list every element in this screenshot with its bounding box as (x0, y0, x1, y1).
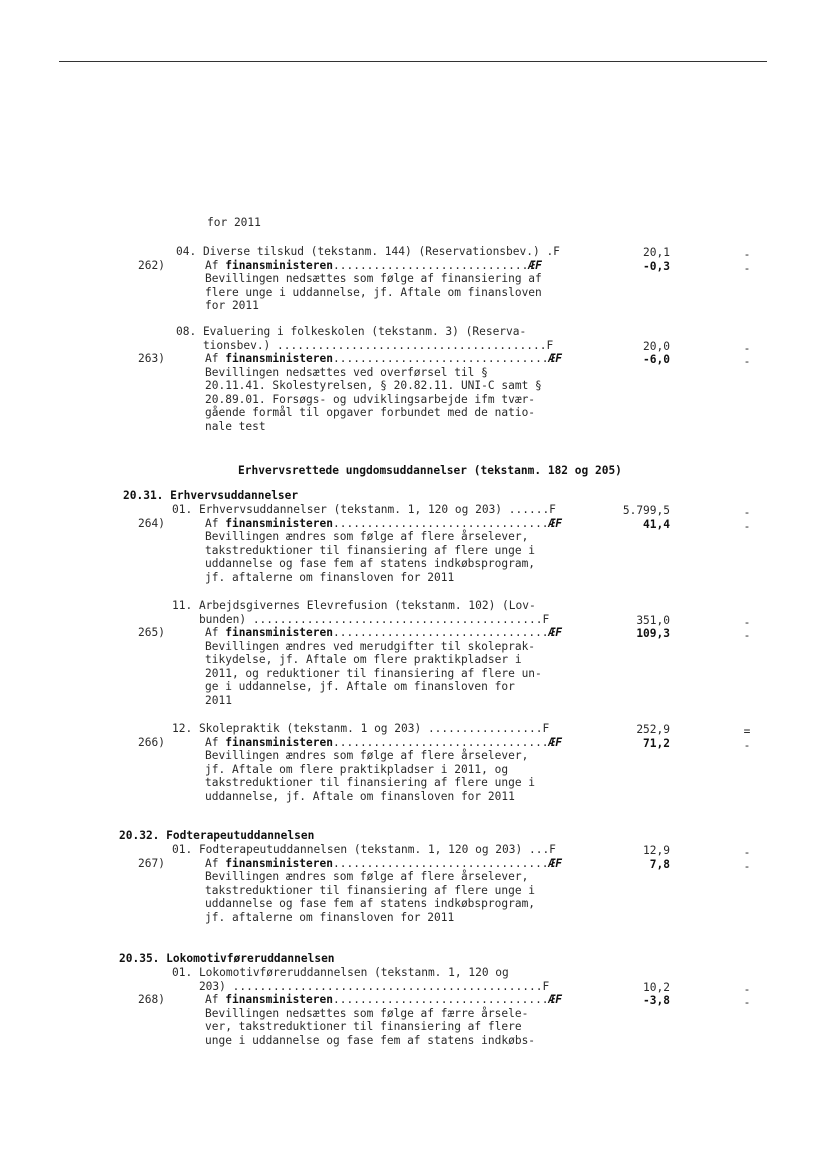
item-08-dash-1: - (743, 341, 751, 355)
af-dots: ................................ (333, 516, 549, 530)
entry-2032-0-explanation-line: jf. aftalerne om finansloven for 2011 (205, 910, 455, 924)
entry-2031-0-explanation-line: jf. aftalerne om finansloven for 2011 (205, 570, 455, 584)
group-heading-2035 (119, 952, 335, 966)
item-08-af-line (205, 352, 562, 366)
entry-2035-0-explanation-line: ver, takstreduktioner til finansiering af flere (205, 1020, 522, 1033)
group-heading-2032 (119, 829, 314, 843)
item-08-dash-2: - (743, 355, 751, 368)
entry-2035-0-note-number: 268) (138, 993, 165, 1006)
item-08-value-total: 20,0 (643, 339, 670, 353)
entry-2035-0-af-line (205, 993, 562, 1007)
item-08-title-line: 08. Evaluering i folkeskolen (tekstanm. 3) (Reserva- (176, 325, 527, 338)
entry-2032-0-value-change: 7,8 (649, 857, 670, 871)
entry-2032-0-note-number: 267) (138, 856, 165, 870)
af-ministry: finansministeren (225, 516, 333, 530)
item-04-note-number: 262) (138, 258, 165, 272)
entry-2032-0-value-total: 12,9 (643, 844, 670, 857)
af-code: ÆF (548, 856, 563, 870)
item-04-explanation-line: flere unge i uddannelse, jf. Aftale om finansloven (205, 285, 542, 299)
af-code: ÆF (548, 516, 563, 530)
item-08-explanation-line: 20.11.41. Skolestyrelsen, § 20.82.11. UNI-C samt § (205, 379, 542, 392)
entry-2035-0-title-line: 203) ..............................................F (172, 979, 550, 993)
entry-2035-0-value-change: -3,8 (643, 994, 670, 1007)
entry-2032-0-title-line: 01. Fodterapeutuddannelsen (tekstanm. 1, 120 og 203) ...F (172, 843, 556, 856)
section-heading: Erhvervsrettede ungdomsuddannelser (tekstanm. 182 og 205) (238, 464, 622, 477)
entry-2031-2-value-total: 252,9 (636, 723, 670, 736)
entry-2035-0-value-total: 10,2 (643, 980, 670, 994)
af-dots: ............................. (333, 258, 529, 272)
entry-2031-0-value-total: 5.799,5 (622, 504, 670, 517)
af-dots: ................................ (333, 626, 549, 639)
entry-2035-0-dash-2: - (743, 996, 751, 1009)
af-ministry: finansministeren (225, 735, 333, 749)
entry-2031-1-dash-2: - (743, 629, 751, 642)
group-title: Lokomotivføreruddannelsen (166, 952, 335, 965)
entry-2031-1-title-line: bunden) ...........................................F (172, 612, 550, 626)
entry-2031-0-dash-1: - (743, 506, 751, 519)
entry-2031-1-value-change: 109,3 (636, 627, 670, 640)
af-code: ÆF (548, 993, 563, 1006)
af-prefix: Af (205, 352, 226, 365)
item-08-explanation-line: gående formål til opgaver forbundet med de natio- (205, 406, 536, 419)
group-title: Erhvervsuddannelser (170, 489, 299, 502)
af-ministry: finansministeren (225, 626, 333, 639)
item-04-dash-1: - (743, 248, 751, 261)
af-prefix: Af (205, 735, 226, 749)
item-08-title-line: tionsbev.) ........................................F (176, 338, 554, 352)
item-08-explanation-line: 20.89.01. Forsøgs- og udviklingsarbejde ifm tvær- (205, 392, 536, 406)
entry-2032-0-explanation-line: takstreduktioner til finansiering af flere unge i (205, 883, 536, 897)
item-04-value-total: 20,1 (643, 246, 670, 259)
af-ministry: finansministeren (225, 258, 333, 272)
entry-2031-2-note-number: 266) (138, 735, 165, 749)
item-08-note-number: 263) (138, 352, 165, 365)
entry-2031-1-explanation-line: ge i uddannelse, jf. Aftale om finansloven for (205, 680, 515, 693)
entry-2031-2-af-line (205, 736, 562, 750)
entry-2031-0-explanation-line: takstreduktioner til finansiering af flere unge i (205, 543, 536, 557)
item-04-explanation-line: Bevillingen nedsættes som følge af finansiering af (205, 272, 542, 285)
entry-2031-1-note-number: 265) (138, 626, 165, 639)
group-code: 20.32. (119, 829, 167, 842)
entry-2032-0-dash-2: - (743, 859, 751, 873)
entry-2031-1-explanation-line: Bevillingen ændres ved merudgifter til skoleprak- (205, 639, 536, 653)
af-ministry: finansministeren (225, 993, 333, 1006)
group-title: Fodterapeutuddannelsen (166, 829, 315, 842)
item-04-title-line: 04. Diverse tilskud (tekstanm. 144) (Reservationsbev.) .F (176, 245, 560, 258)
entry-2031-2-value-change: 71,2 (643, 736, 670, 750)
entry-2031-1-dash-1: - (743, 615, 751, 629)
item-04-explanation-line: for 2011 (205, 299, 259, 312)
entry-2031-0-value-change: 41,4 (643, 517, 670, 531)
entry-2032-0-explanation-line: uddannelse og fase fem af statens indkøbsprogram, (205, 897, 536, 910)
entry-2031-1-title-line: 11. Arbejdsgivernes Elevrefusion (tekstanm. 102) (Lov- (172, 599, 536, 612)
entry-2031-0-title-line: 01. Erhvervsuddannelser (tekstanm. 1, 120 og 203) ......F (172, 503, 556, 516)
entry-2035-0-explanation-line: Bevillingen nedsættes som følge af færre årsele- (205, 1006, 529, 1020)
entry-2031-1-explanation-line: 2011 (205, 693, 232, 707)
item-08-explanation-line: nale test (205, 419, 266, 433)
entry-2031-2-dash-2: - (743, 738, 751, 752)
entry-2031-2-explanation-line: uddannelse, jf. Aftale om finansloven for 2011 (205, 789, 515, 803)
entry-2032-0-explanation-line: Bevillingen ændres som følge af flere årselever, (205, 870, 529, 883)
entry-2031-2-title-line: 12. Skolepraktik (tekstanm. 1 og 203) .................F (172, 722, 550, 735)
entry-2031-0-explanation-line: Bevillingen ændres som følge af flere årselever, (205, 530, 529, 543)
af-code: ÆF (548, 626, 563, 639)
entry-2031-2-explanation-line: Bevillingen ændres som følge af flere årselever, (205, 749, 529, 762)
af-prefix: Af (205, 258, 226, 272)
entry-2031-2-explanation-line: jf. Aftale om flere praktikpladser i 2011, og (205, 762, 509, 776)
item-08-explanation-line: Bevillingen nedsættes ved overførsel til § (205, 365, 488, 379)
entry-2035-0-explanation-line: unge i uddannelse og fase fem af statens indkøbs- (205, 1033, 536, 1047)
af-prefix: Af (205, 856, 226, 870)
item-04-af-line (205, 259, 542, 273)
entry-2031-0-dash-2: - (743, 519, 751, 533)
entry-2031-1-af-line (205, 626, 562, 640)
group-heading-2031 (123, 489, 298, 503)
af-code: ÆF (548, 735, 563, 749)
af-ministry: finansministeren (225, 352, 333, 365)
af-dots: ................................ (333, 352, 549, 365)
af-dots: ................................ (333, 993, 549, 1006)
entry-2031-2-explanation-line: takstreduktioner til finansiering af flere unge i (205, 776, 536, 789)
header-rule (59, 61, 767, 62)
af-prefix: Af (205, 993, 226, 1006)
item-04-value-change: -0,3 (643, 259, 670, 273)
entry-2031-1-value-total: 351,0 (636, 613, 670, 627)
af-dots: ................................ (333, 735, 549, 749)
item-04-dash-2: - (743, 261, 751, 275)
item-08-value-change: -6,0 (643, 353, 670, 366)
entry-2031-2-dash-1: = (743, 725, 751, 738)
entry-2032-0-dash-1: - (743, 846, 751, 859)
af-prefix: Af (205, 516, 226, 530)
entry-2031-0-af-line (205, 517, 562, 531)
continuation-text: for 2011 (207, 216, 261, 229)
af-prefix: Af (205, 626, 226, 639)
entry-2031-1-explanation-line: 2011, og reduktioner til finansiering af flere un- (205, 666, 542, 680)
af-dots: ................................ (333, 856, 549, 870)
entry-2032-0-af-line (205, 857, 562, 871)
entry-2035-0-title-line: 01. Lokomotivføreruddannelsen (tekstanm. 1, 120 og (172, 966, 509, 979)
entry-2031-1-explanation-line: tikydelse, jf. Aftale om flere praktikpladser i (205, 653, 522, 666)
af-code: ÆF (528, 258, 542, 272)
af-code: ÆF (548, 352, 563, 365)
group-code: 20.35. (119, 952, 167, 965)
entry-2031-0-explanation-line: uddannelse og fase fem af statens indkøbsprogram, (205, 557, 536, 570)
group-code: 20.31. (123, 489, 171, 502)
entry-2035-0-dash-1: - (743, 982, 751, 996)
entry-2031-0-note-number: 264) (138, 516, 165, 530)
af-ministry: finansministeren (225, 856, 333, 870)
